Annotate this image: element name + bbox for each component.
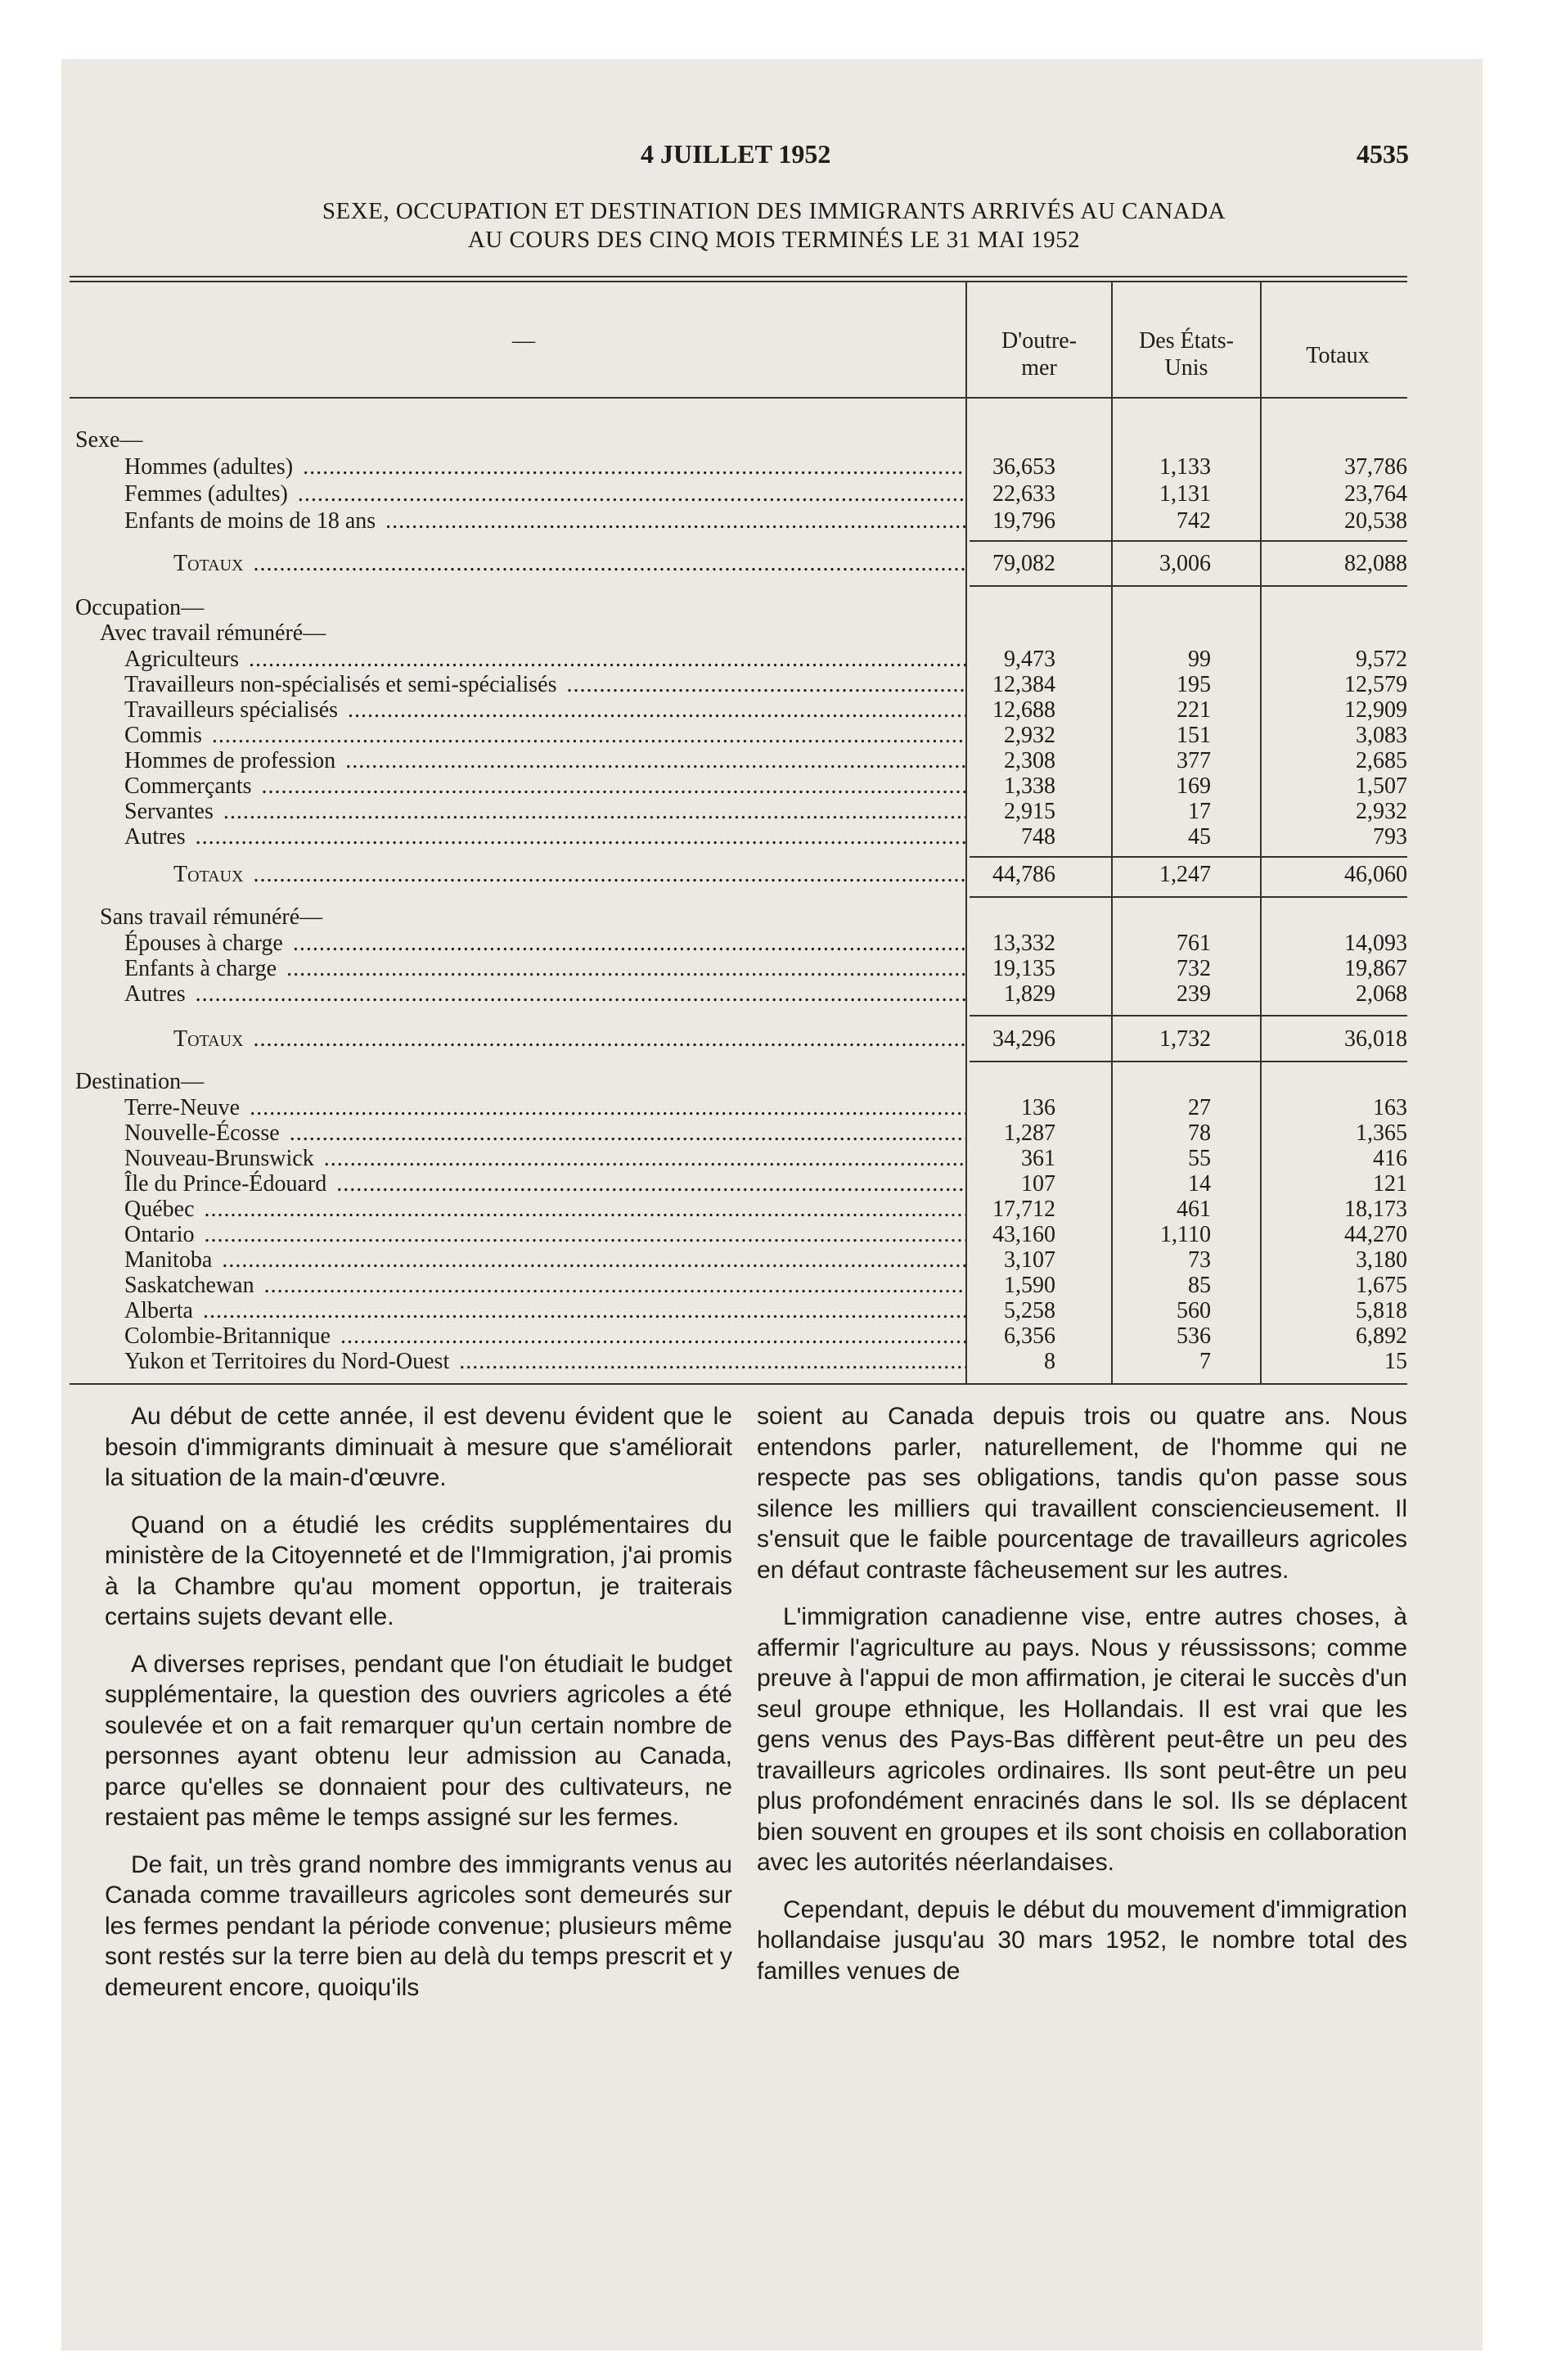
table-row: Hommes (adultes) ..... 36,653 1,133 37,786	[0, 453, 1548, 481]
table-row: Québec ..... 17,712 461 18,173	[0, 1196, 1548, 1224]
body-column-left	[105, 1401, 732, 2019]
subsection-sans-travail: Sans travail rémunéré—	[0, 904, 1548, 931]
subsection-avec-travail: Avec travail rémunéré—	[0, 620, 1548, 647]
section-heading-occupation: Occupation—	[0, 594, 1548, 622]
subtotal-rule	[970, 1061, 1407, 1062]
body-column-right	[757, 1401, 1407, 2003]
paragraph: L'immigration canadienne vise, entre autres choses, à affermir l'agriculture au pays. Nous y réussissons; comme preuve à l'appui de mon affirmation, je citerai le succès d'un seul groupe ethnique, les Hollandais. Il est vrai que les gens venus des Pays-Bas diffèrent peut-être un peu des travailleurs agricoles ordinaires. Ils sont peut-être un peu plus profondément enracinés dans le sol. Ils se déplacent bien souvent en groupes et ils sont choisis en collaboration avec les autorités néerlandaises.	[757, 1603, 1407, 1876]
paragraph: A diverses reprises, pendant que l'on étudiait le budget supplémentaire, la question des ouvriers agricoles a été soulevée et on a fait remarquer qu'un certain nombre de personnes ayant obtenu leur admission au Canada, parce qu'elles se donnaient pour des cultivateurs, ne restaient pas même le temps assigné sur les fermes.	[105, 1650, 732, 1831]
table-row: Nouvelle-Écosse ..... 1,287 78 1,365	[0, 1120, 1548, 1147]
subtotal-rule	[970, 1015, 1407, 1016]
table-row: Enfants de moins de 18 ans ..... 19,796 742 20,538	[0, 507, 1548, 535]
table-row: Servantes ..... 2,915 17 2,932	[0, 798, 1548, 826]
table-row: Travailleurs spécialisés ..... 12,688 221 12,909	[0, 696, 1548, 724]
table-row: Alberta ..... 5,258 560 5,818	[0, 1297, 1548, 1325]
table-row: Femmes (adultes) ..... 22,633 1,131 23,764	[0, 480, 1548, 508]
paragraph: Quand on a étudié les crédits supplémentaires du ministère de la Citoyenneté et de l'Immigration, j'ai promis à la Chambre qu'au moment opportun, je traiterais certains sujets devant elle.	[105, 1511, 732, 1630]
subtotal-rule	[970, 896, 1407, 898]
table-row: Terre-Neuve ..... 136 27 163	[0, 1094, 1548, 1122]
table-row: Manitoba ..... 3,107 73 3,180	[0, 1246, 1548, 1274]
section-heading-sexe: Sexe—	[0, 426, 1548, 454]
column-header-totaux: Totaux	[1306, 343, 1370, 368]
column-header-etats-unis: Des États- Unis	[1139, 328, 1234, 381]
table-row: Colombie-Britannique ..... 6,356 536 6,892	[0, 1323, 1548, 1350]
table-row: Agriculteurs ..... 9,473 99 9,572	[0, 646, 1548, 674]
table-row: Épouses à charge ..... 13,332 761 14,093	[0, 930, 1548, 958]
section-heading-destination: Destination—	[0, 1068, 1548, 1096]
subtotal-rule	[970, 540, 1407, 542]
total-row-sans-travail: Totaux ..... 34,296 1,732 36,018	[0, 1025, 1548, 1053]
total-row-avec-travail: Totaux ..... 44,786 1,247 46,060	[0, 861, 1548, 889]
paragraph: Cependant, depuis le début du mouvement d'immigration hollandaise jusqu'au 30 mars 1952, le nombre total des familles venues de	[757, 1895, 1407, 1985]
table-title-line2: AU COURS DES CINQ MOIS TERMINÉS LE 31 MAI 1952	[467, 227, 1081, 253]
table-row: Île du Prince-Édouard ..... 107 14 121	[0, 1170, 1548, 1198]
table-row: Yukon et Territoires du Nord-Ouest ..... 8 7 15	[0, 1348, 1548, 1376]
subtotal-rule	[970, 856, 1407, 858]
paragraph: De fait, un très grand nombre des immigrants venus au Canada comme travailleurs agricoles sont demeurés sur les fermes pendant la période convenue; plusieurs même sont restés sur la terre bien au delà du temps prescrit et y demeurent encore, quoiqu'ils	[105, 1850, 732, 2001]
column-header-outremer: D'outre- mer	[1001, 328, 1078, 381]
total-row-sexe: Totaux ..... 79,082 3,006 82,088	[0, 550, 1548, 578]
table-top-rule	[70, 276, 1407, 277]
table-row: Travailleurs non-spécialisés et semi-spécialisés ..... 12,384 195 12,579	[0, 671, 1548, 699]
table-row: Enfants à charge ..... 19,135 732 19,867	[0, 955, 1548, 983]
table-row: Commerçants ..... 1,338 169 1,507	[0, 773, 1548, 800]
table-row: Saskatchewan ..... 1,590 85 1,675	[0, 1272, 1548, 1300]
page-number: 4535	[1357, 139, 1409, 169]
paragraph: Au début de cette année, il est devenu évident que le besoin d'immigrants diminuait à mesure que s'améliorait la situation de la main-d'œuvre.	[105, 1403, 732, 1491]
table-row: Commis ..... 2,932 151 3,083	[0, 722, 1548, 750]
column-header-blank: —	[512, 328, 535, 354]
table-row: Ontario ..... 43,160 1,110 44,270	[0, 1221, 1548, 1249]
table-bottom-rule	[70, 1383, 1407, 1385]
table-row: Autres ..... 748 45 793	[0, 823, 1548, 851]
header-date: 4 JUILLET 1952	[641, 139, 831, 169]
table-top-rule-2	[70, 281, 1407, 282]
table-row: Nouveau-Brunswick ..... 361 55 416	[0, 1145, 1548, 1173]
table-title-line1: SEXE, OCCUPATION ET DESTINATION DES IMMIGRANTS ARRIVÉS AU CANADA	[322, 198, 1226, 224]
table-header-rule	[70, 397, 1407, 399]
paragraph: soient au Canada depuis trois ou quatre ans. Nous entendons parler, naturellement, de l'homme qui ne respecte pas ses obligations, tandis qu'on passe sous silence les milliers qui travaillent consciencieusement. Il s'ensuit que le faible pourcentage de travailleurs agricoles en défaut contraste fâcheusement sur les autres.	[757, 1403, 1407, 1584]
table-row: Autres ..... 1,829 239 2,068	[0, 980, 1548, 1008]
subtotal-rule	[970, 585, 1407, 587]
table-row: Hommes de profession ..... 2,308 377 2,685	[0, 747, 1548, 775]
